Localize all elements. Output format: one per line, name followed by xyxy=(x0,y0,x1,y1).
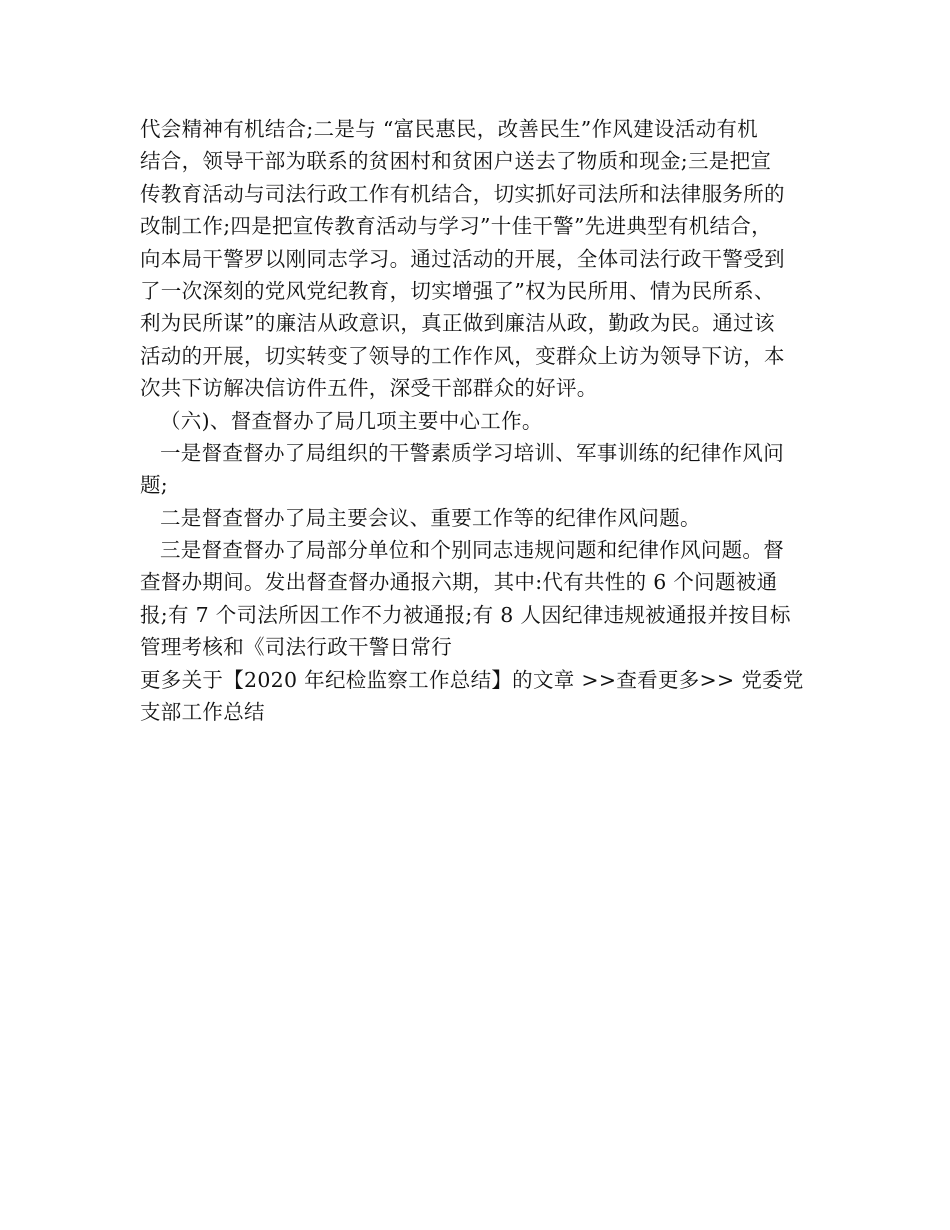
paragraph-line-4: 改制工作;四是把宣传教育活动与学习”十佳干警”先进典型有机结合， xyxy=(140,214,772,239)
paragraph-line-9: 次共下访解决信访件五件，深受干部群众的好评。 xyxy=(140,376,598,401)
item-three-line-1: 三是督查督办了局部分单位和个别同志违规问题和纪律作风问题。督 xyxy=(160,538,784,563)
paragraph-line-3: 传教育活动与司法行政工作有机结合，切实抓好司法所和法律服务所的 xyxy=(140,181,785,206)
item-three-line-2: 查督办期间。发出督查督办通报六期，其中:代有共性的 6 个问题被通 xyxy=(140,570,778,595)
item-one-line-2: 题; xyxy=(140,473,169,498)
paragraph-line-7: 利为民所谋”的廉洁从政意识，真正做到廉洁从政，勤政为民。通过该 xyxy=(140,311,775,336)
item-one-line-1: 一是督查督办了局组织的干警素质学习培训、军事训练的纪律作风问 xyxy=(160,440,784,465)
paragraph-line-1: 代会精神有机结合;二是与 “富民惠民，改善民生”作风建设活动有机 xyxy=(140,117,758,141)
more-articles-link[interactable]: 更多关于【2020 年纪检监察工作总结】的文章 >>查看更多>> 党委党 xyxy=(140,667,804,692)
item-three-line-3: 报;有 7 个司法所因工作不力被通报;有 8 人因纪律违规被通报并按目标 xyxy=(140,602,791,627)
paragraph-line-2: 结合，领导干部为联系的贫困村和贫困户送去了物质和现金;三是把宣 xyxy=(140,149,772,174)
section-heading: （六)、督查督办了局几项主要中心工作。 xyxy=(160,408,543,433)
more-articles-link-continued[interactable]: 支部工作总结 xyxy=(140,700,265,725)
paragraph-line-6: 了一次深刻的党风党纪教育，切实增强了”权为民所用、情为民所系、 xyxy=(140,278,775,303)
paragraph-line-8: 活动的开展，切实转变了领导的工作作风，变群众上访为领导下访，本 xyxy=(140,343,785,368)
item-two-line: 二是督查督办了局主要会议、重要工作等的纪律作风问题。 xyxy=(160,505,701,530)
item-three-line-4: 管理考核和《司法行政干警日常行 xyxy=(140,635,452,660)
document-body xyxy=(140,113,820,728)
paragraph-line-5: 向本局干警罗以刚同志学习。通过活动的开展，全体司法行政干警受到 xyxy=(140,246,785,271)
